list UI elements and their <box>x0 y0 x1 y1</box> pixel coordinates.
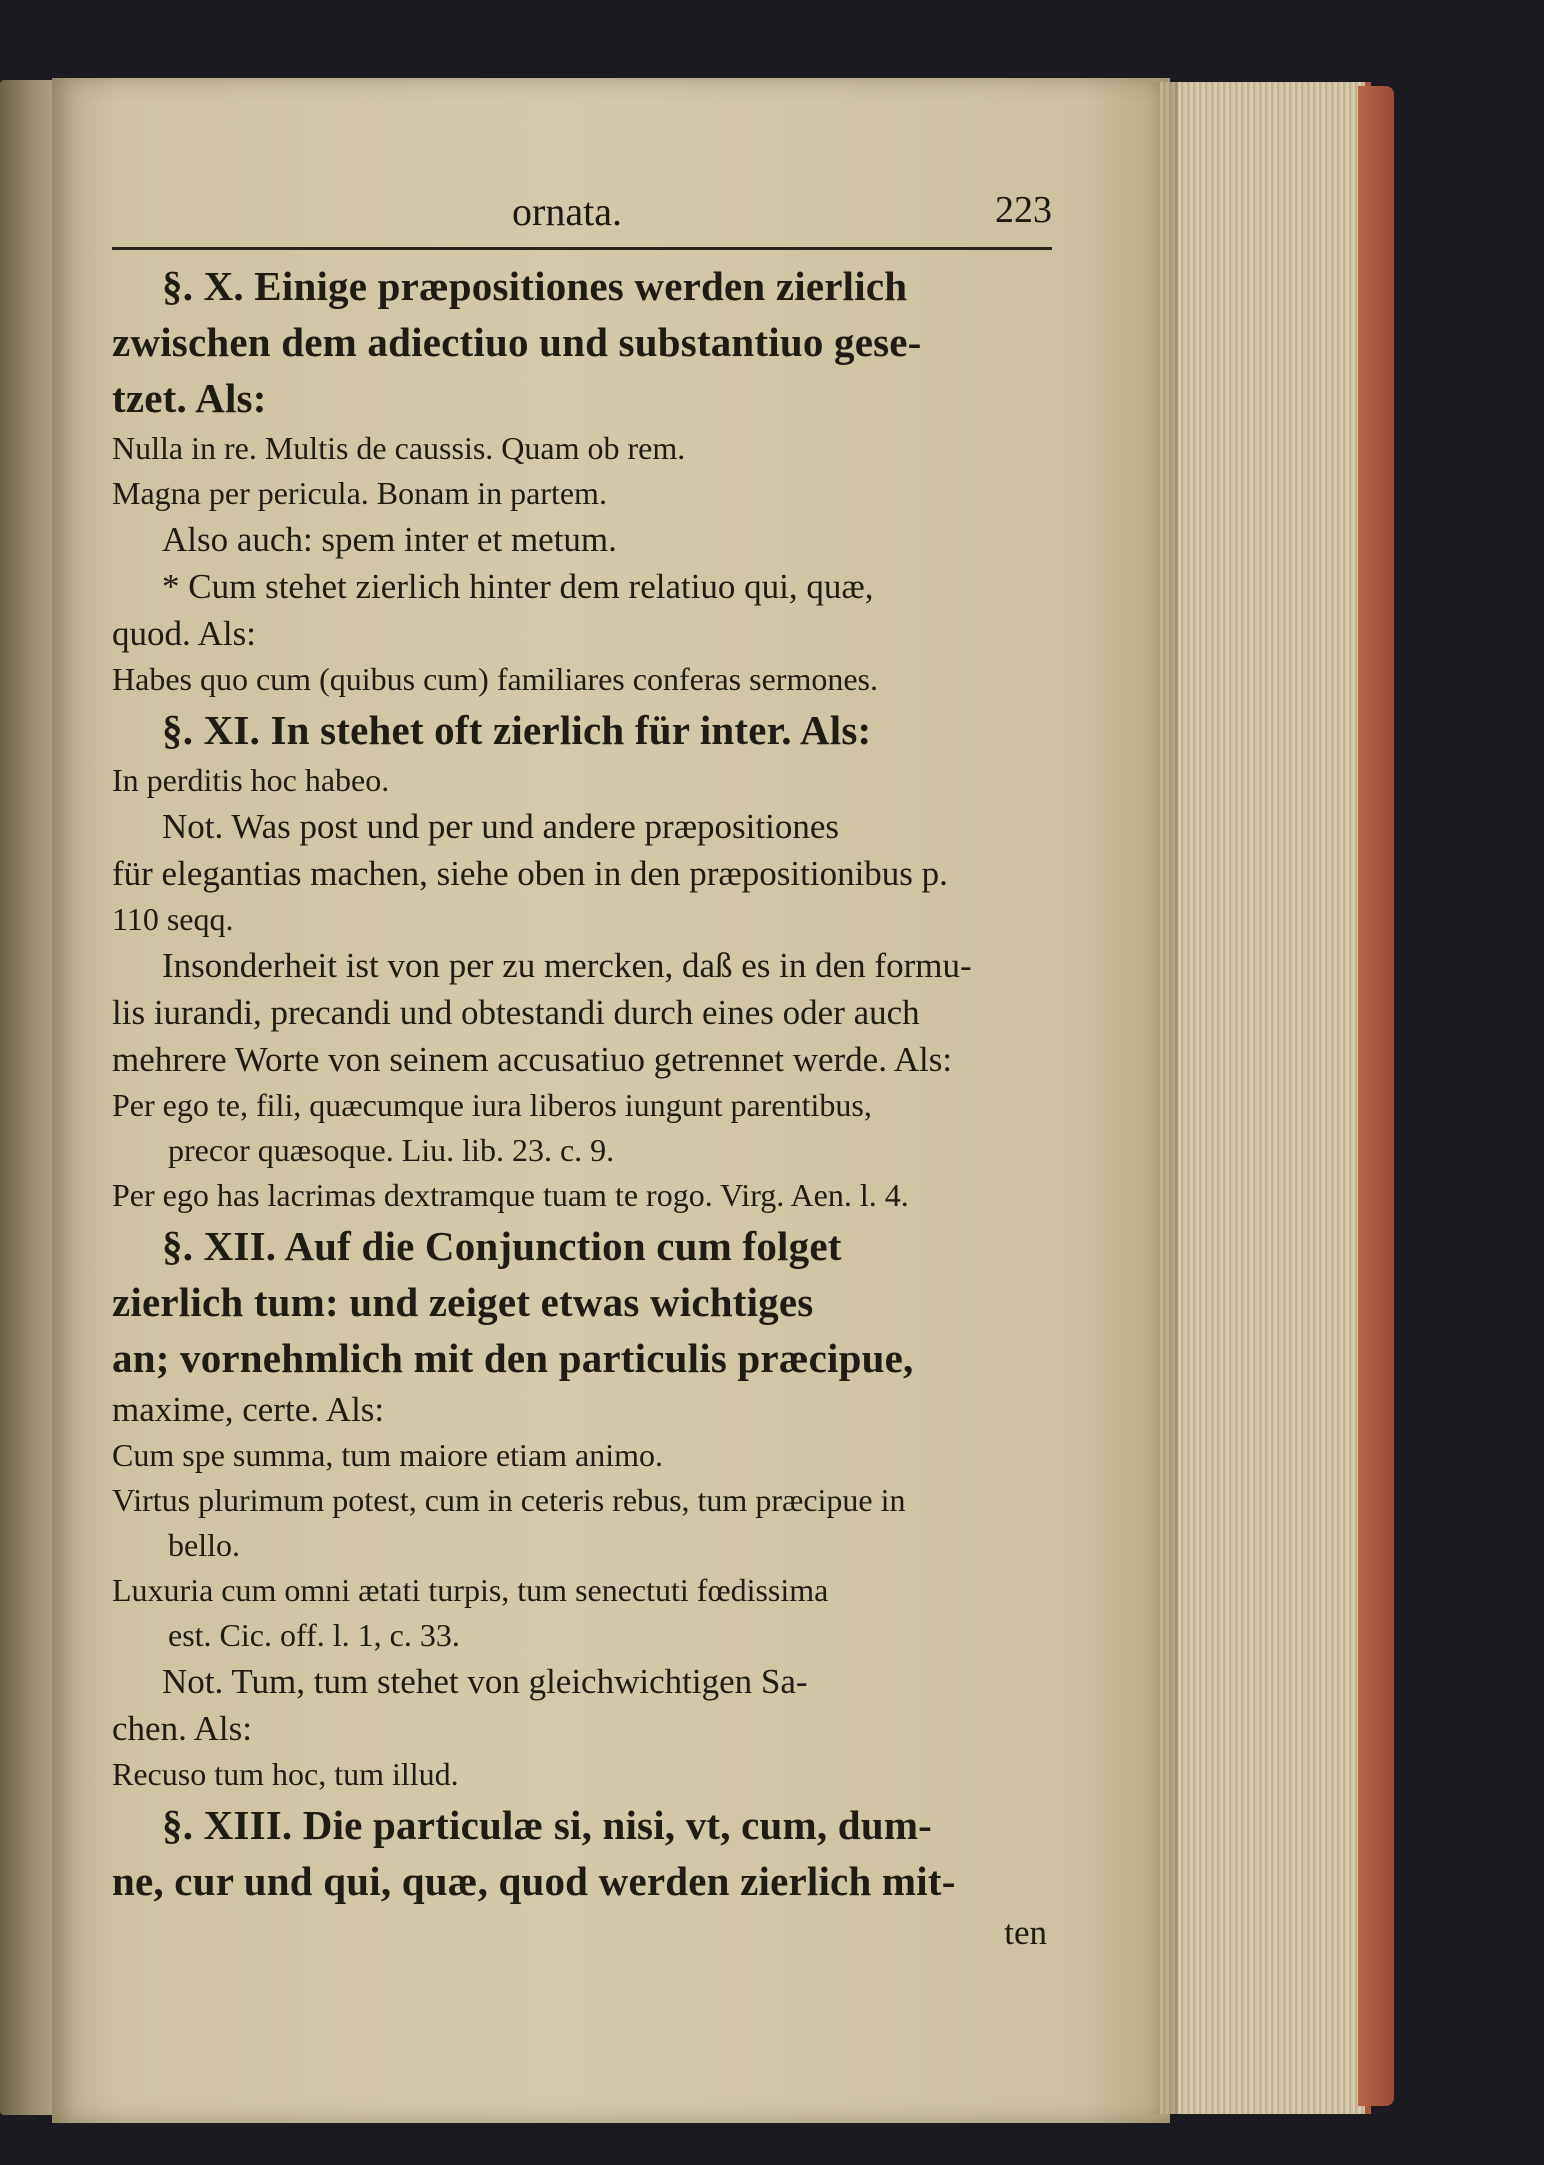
page-curl-shadow <box>1148 82 1178 2114</box>
text-line: Cum spe summa, tum maiore etiam animo. <box>112 1437 664 1473</box>
text-line: chen. Als: <box>112 1709 252 1748</box>
text-line: In perditis hoc habeo. <box>112 762 390 798</box>
text-line: ten <box>1004 1913 1047 1952</box>
text-line: Per ego te, fili, quæcumque iura liberos iungunt parentibus, <box>112 1087 872 1123</box>
text-line: Magna per pericula. Bonam in partem. <box>112 475 607 511</box>
page-block-edges <box>1160 82 1371 2114</box>
running-head: ornata. <box>512 189 622 234</box>
book-cover-edge <box>1358 86 1394 2106</box>
text-line: Also auch: spem inter et metum. <box>162 520 617 559</box>
text-line: §. XI. In stehet oft zierlich für inter. Als: <box>162 707 872 753</box>
text-line: Nulla in re. Multis de caussis. Quam ob rem. <box>112 430 686 466</box>
text-line: mehrere Worte von seinem accusatiuo getrennet werde. Als: <box>112 1040 953 1079</box>
page-number: 223 <box>995 189 1052 231</box>
text-line: tzet. Als: <box>112 375 267 421</box>
text-line: Luxuria cum omni ætati turpis, tum senectuti fœdissima <box>112 1572 829 1608</box>
text-line: precor quæsoque. Liu. lib. 23. c. 9. <box>168 1132 615 1168</box>
text-line: §. XIII. Die particulæ si, nisi, vt, cum, dum- <box>162 1802 933 1848</box>
header-rule <box>112 247 1052 250</box>
previous-page-edge <box>0 80 58 2115</box>
text-line: maxime, certe. Als: <box>112 1390 385 1429</box>
text-line: ne, cur und qui, quæ, quod werden zierlich mit- <box>112 1858 956 1904</box>
text-line: est. Cic. off. l. 1, c. 33. <box>168 1617 460 1653</box>
text-line: an; vornehmlich mit den particulis præcipue, <box>112 1335 914 1381</box>
text-line: Not. Tum, tum stehet von gleichwichtigen Sa- <box>162 1662 808 1701</box>
text-line: Per ego has lacrimas dextramque tuam te rogo. Virg. Aen. l. 4. <box>112 1177 909 1213</box>
text-line: §. XII. Auf die Conjunction cum folget <box>162 1223 842 1269</box>
text-line: zwischen dem adiectiuo und substantiuo gese- <box>112 319 922 365</box>
text-line: bello. <box>168 1527 240 1563</box>
text-line: Recuso tum hoc, tum illud. <box>112 1756 459 1792</box>
text-line: Not. Was post und per und andere præpositiones <box>162 807 839 846</box>
text-line: zierlich tum: und zeiget etwas wichtiges <box>112 1279 814 1325</box>
text-line: lis iurandi, precandi und obtestandi durch eines oder auch <box>112 993 920 1032</box>
text-line: 110 seqq. <box>112 901 234 937</box>
text-line: Virtus plurimum potest, cum in ceteris rebus, tum præcipue in <box>112 1482 906 1518</box>
text-line: für elegantias machen, siehe oben in den præpositionibus p. <box>112 854 948 893</box>
text-line: * Cum stehet zierlich hinter dem relatiuo qui, quæ, <box>162 567 874 606</box>
page-text <box>112 258 1047 1956</box>
text-line: §. X. Einige præpositiones werden zierlich <box>162 263 908 309</box>
text-line: Insonderheit ist von per zu mercken, daß es in den formu- <box>162 946 972 985</box>
text-line: Habes quo cum (quibus cum) familiares conferas sermones. <box>112 661 878 697</box>
text-line: quod. Als: <box>112 614 256 653</box>
page-header <box>112 178 1052 250</box>
